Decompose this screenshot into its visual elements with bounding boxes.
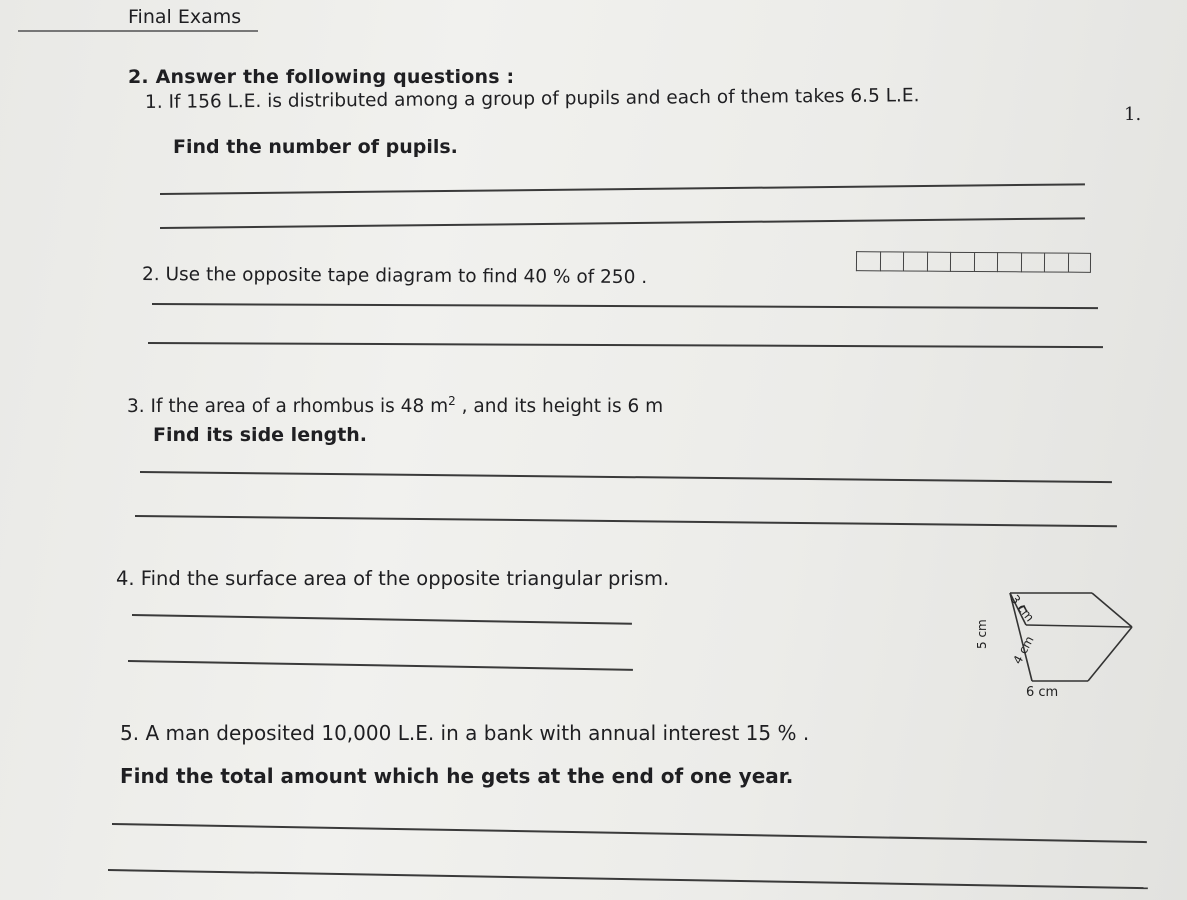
question-3-prompt: Find its side length. [153,424,368,446]
answer-line[interactable] [112,823,1147,843]
question-1-text: 1. If 156 L.E. is distributed among a group of pupils and each of them takes 6.5 L.E. [144,85,920,113]
answer-line[interactable] [160,217,1085,228]
answer-line[interactable] [148,342,1103,348]
prism-back-edge [1088,627,1132,681]
tape-diagram [856,251,1091,273]
question-3-exponent: 2 [448,394,456,408]
tape-cell [973,252,997,272]
question-5-text: 5. A man deposited 10,000 L.E. in a bank with annual interest 15 % . [120,721,810,745]
tape-cell [856,251,880,271]
answer-line[interactable] [140,471,1112,483]
tape-cell [1067,253,1091,273]
prism-front-right-edge [1092,593,1132,627]
label-height: 5 cm [975,619,989,649]
header-divider [18,30,258,32]
tape-cell [926,252,950,272]
answer-line[interactable] [132,614,632,624]
prism-slant-face-edge [1026,625,1132,627]
tape-cell [903,252,927,272]
tape-cell [1020,252,1044,272]
tape-cell [879,251,903,271]
answer-line[interactable] [160,183,1085,194]
tape-cell [997,252,1021,272]
margin-number: 1. [1124,104,1142,125]
answer-line[interactable] [135,515,1117,527]
tape-cell [1044,252,1068,272]
label-length: 6 cm [1026,685,1059,700]
section-title: 2. Answer the following questions : [128,66,515,88]
question-2-text: 2. Use the opposite tape diagram to find 40 % of 250 . [141,264,648,289]
question-5-prompt: Find the total amount which he gets at the end of one year. [120,764,794,788]
label-slant: 4 cm [1010,633,1037,667]
question-3-text [127,394,663,417]
answer-line[interactable] [108,869,1148,889]
question-3-part-b: , and its height is 6 m [455,396,664,418]
label-top: 3 cm [1007,592,1037,625]
tape-cell [950,252,974,272]
triangular-prism-diagram [960,585,1140,705]
answer-line[interactable] [152,303,1098,309]
answer-line[interactable] [128,660,633,670]
question-1-prompt: Find the number of pupils. [173,136,458,158]
question-4-text: 4. Find the surface area of the opposite triangular prism. [116,567,670,590]
question-3-part-a: 3. If the area of a rhombus is 48 m [127,396,449,418]
header-title: Final Exams [128,6,242,28]
